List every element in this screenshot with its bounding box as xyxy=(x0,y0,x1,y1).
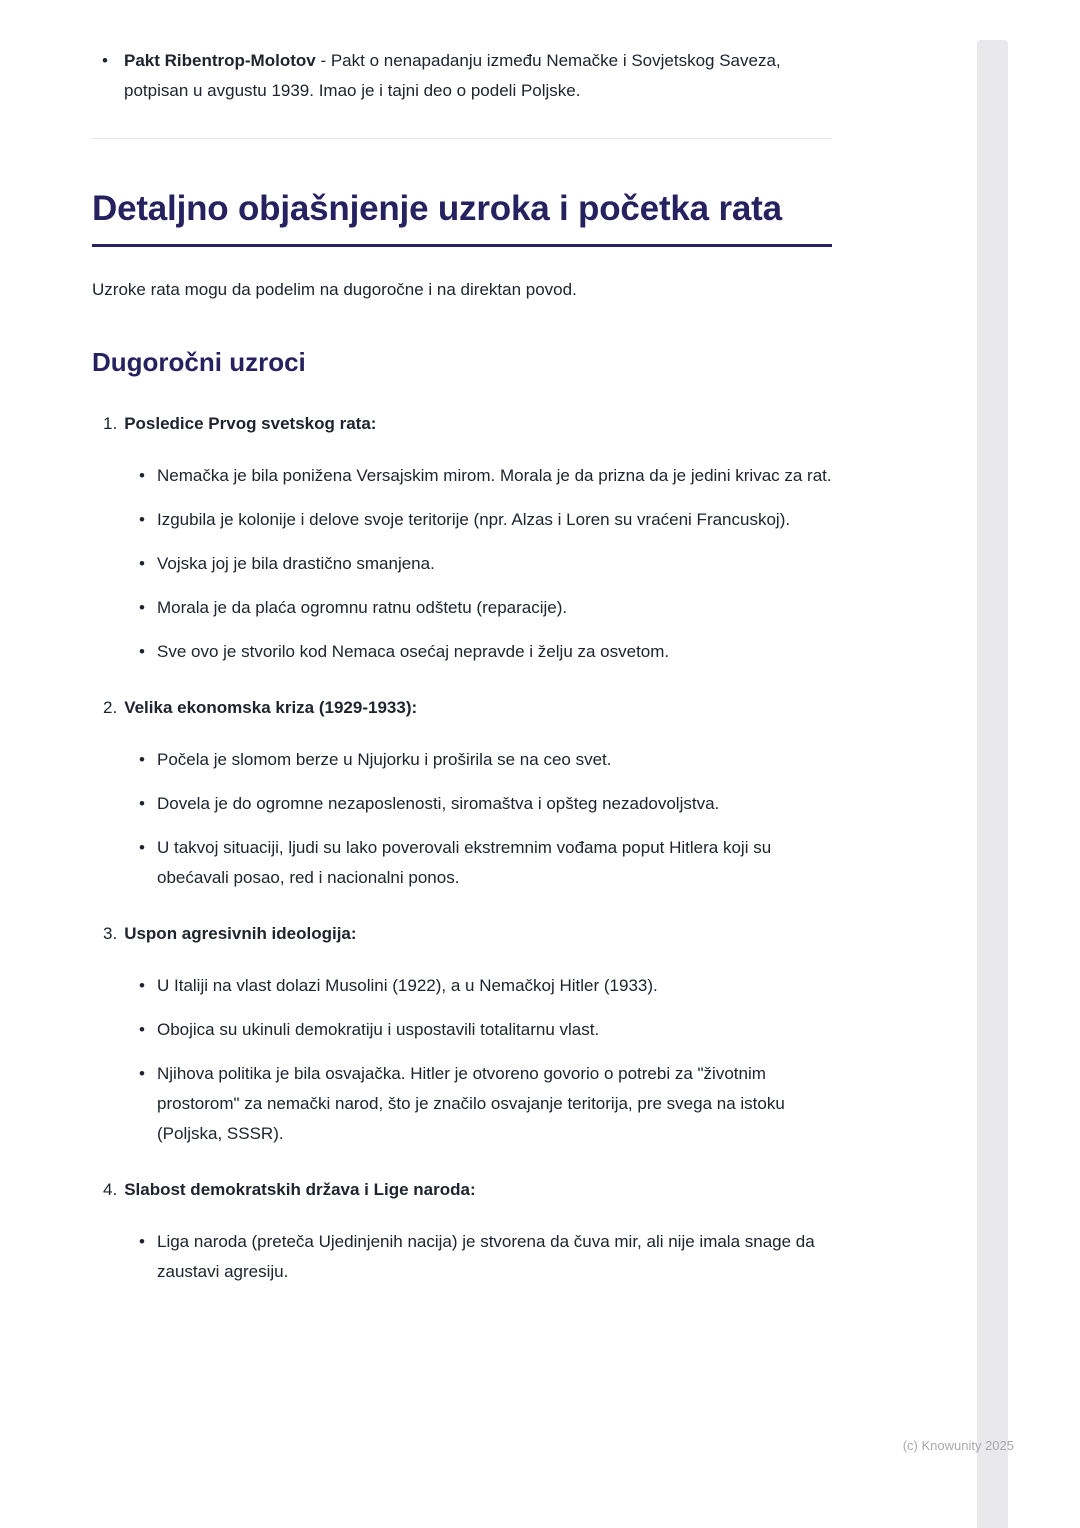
term-bold: Pakt Ribentrop-Molotov xyxy=(124,51,316,70)
numbered-list xyxy=(92,409,832,1287)
bullet-item xyxy=(137,971,832,1001)
numbered-item-heading xyxy=(92,409,832,439)
top-bullet-list xyxy=(92,46,832,106)
sub-bullet-list xyxy=(92,971,832,1149)
bullet-marker: • xyxy=(139,838,145,857)
sub-bullet-list xyxy=(92,1227,832,1287)
numbered-item xyxy=(92,409,832,667)
bullet-marker: • xyxy=(139,1020,145,1039)
bullet-text xyxy=(124,46,832,106)
bullet-text: Izgubila je kolonije i delove svoje teritorije (npr. Alzas i Loren su vraćeni Francuskoj). xyxy=(157,510,791,529)
bullet-marker: • xyxy=(139,598,145,617)
item-title: Posledice Prvog svetskog rata: xyxy=(124,414,377,433)
item-title: Slabost demokratskih država i Lige naroda: xyxy=(124,1180,476,1199)
numbered-item-heading xyxy=(92,1175,832,1205)
bullet-item xyxy=(137,1227,832,1287)
bullet-marker: • xyxy=(139,1232,145,1251)
bullet-marker: • xyxy=(139,466,145,485)
item-number: 3. xyxy=(103,924,118,943)
bullet-text: U takvoj situaciji, ljudi su lako poverovali ekstremnim vođama poput Hitlera koji su obećavali posao, red i nacionalni ponos. xyxy=(157,838,772,887)
bullet-marker: • xyxy=(139,976,145,995)
intro-paragraph: Uzroke rata mogu da podelim na dugoročne i na direktan povod. xyxy=(92,280,577,299)
bullet-text: Sve ovo je stvorilo kod Nemaca osećaj nepravde i želju za osvetom. xyxy=(157,642,670,661)
item-number: 1. xyxy=(103,414,118,433)
bullet-item xyxy=(137,789,832,819)
bullet-marker: • xyxy=(139,750,145,769)
item-title: Uspon agresivnih ideologija: xyxy=(124,924,357,943)
bullet-text: Vojska joj je bila drastično smanjena. xyxy=(157,554,435,573)
bullet-item xyxy=(137,833,832,893)
bullet-marker: • xyxy=(139,794,145,813)
bullet-marker: • xyxy=(139,510,145,529)
numbered-item xyxy=(92,693,832,893)
bullet-text: Obojica su ukinuli demokratiju i uspostavili totalitarnu vlast. xyxy=(157,1020,600,1039)
bullet-marker: • xyxy=(139,642,145,661)
numbered-item-heading xyxy=(92,693,832,723)
sub-bullet-list xyxy=(92,745,832,893)
bullet-text: Počela je slomom berze u Njujorku i proširila se na ceo svet. xyxy=(157,750,612,769)
bullet-item xyxy=(137,505,832,535)
scrollbar[interactable] xyxy=(977,40,1008,1528)
sub-bullet-list xyxy=(92,461,832,667)
item-number: 4. xyxy=(103,1180,118,1199)
bullet-marker: • xyxy=(139,1064,145,1083)
bullet-item xyxy=(137,1015,832,1045)
numbered-item xyxy=(92,919,832,1149)
bullet-marker: • xyxy=(102,51,108,70)
page-title: Detaljno objašnjenje uzroka i početka rata xyxy=(92,185,832,247)
item-number: 2. xyxy=(103,698,118,717)
bullet-item xyxy=(137,549,832,579)
list-item xyxy=(100,46,832,106)
bullet-text: Liga naroda (preteča Ujedinjenih nacija) je stvorena da čuva mir, ali nije imala snage da zaustavi agresiju. xyxy=(157,1232,815,1281)
numbered-item xyxy=(92,1175,832,1287)
bullet-text: Njihova politika je bila osvajačka. Hitler je otvoreno govorio o potrebi za "životnim prostorom" za nemački narod, što je značilo osvajanje teritorija, pre svega na istoku (Poljska, SSSR). xyxy=(157,1064,785,1143)
watermark: (c) Knowunity 2025 xyxy=(902,1438,1014,1453)
bullet-marker: • xyxy=(139,554,145,573)
document-content xyxy=(92,0,832,1313)
section-heading: Dugoročni uzroci xyxy=(92,347,306,377)
bullet-item xyxy=(137,461,832,491)
bullet-text: Dovela je do ogromne nezaposlenosti, siromaštva i opšteg nezadovoljstva. xyxy=(157,794,720,813)
bullet-item xyxy=(137,745,832,775)
bullet-item xyxy=(137,1059,832,1149)
term-definition: - Pakt o nenapadanju između Nemačke i Sovjetskog Saveza, potpisan u avgustu 1939. Imao je i tajni deo o podeli Poljske. xyxy=(124,51,781,100)
divider xyxy=(92,138,832,139)
bullet-item xyxy=(137,593,832,623)
numbered-item-heading xyxy=(92,919,832,949)
bullet-item xyxy=(137,637,832,667)
bullet-text: U Italiji na vlast dolazi Musolini (1922), a u Nemačkoj Hitler (1933). xyxy=(157,976,658,995)
bullet-text: Morala je da plaća ogromnu ratnu odštetu (reparacije). xyxy=(157,598,568,617)
item-title: Velika ekonomska kriza (1929-1933): xyxy=(124,698,418,717)
bullet-text: Nemačka je bila ponižena Versajskim mirom. Morala je da prizna da je jedini krivac za rat. xyxy=(157,466,832,485)
